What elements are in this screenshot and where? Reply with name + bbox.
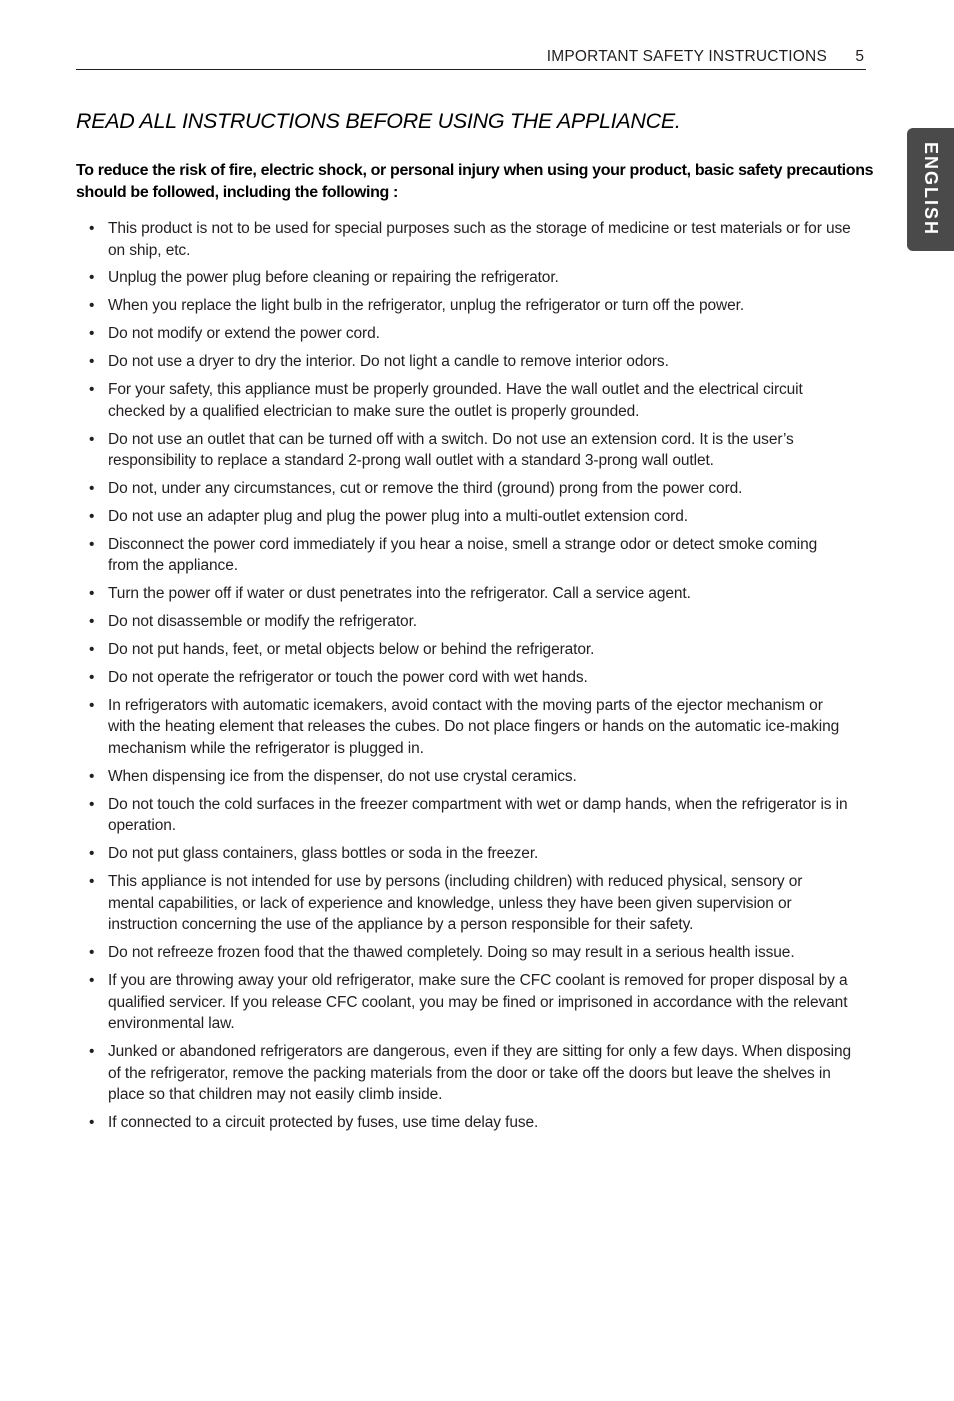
bullet-icon: • (89, 325, 95, 343)
section-title: IMPORTANT SAFETY INSTRUCTIONS (546, 48, 827, 65)
list-item-text: For your safety, this appliance must be properly grounded. Have the wall outlet and the electrical circuit checked by a qualified electrician to make sure the outlet is properly grounded. (108, 381, 803, 420)
list-item (89, 611, 851, 633)
bullet-icon: • (89, 696, 95, 714)
bullet-icon: • (89, 641, 95, 659)
bullet-icon: • (89, 668, 95, 686)
list-item (89, 351, 851, 373)
list-item (89, 429, 851, 472)
list-item-text: Do not disassemble or modify the refrigerator. (108, 613, 417, 631)
list-item (89, 506, 851, 528)
bullet-icon: • (89, 767, 95, 785)
bullet-icon: • (89, 353, 95, 371)
bullet-icon: • (89, 220, 95, 237)
list-item (89, 295, 851, 317)
bullet-icon: • (89, 1114, 95, 1132)
list-item-text: If you are throwing away your old refrigerator, make sure the CFC coolant is removed for proper disposal by a qualified servicer. If you release CFC coolant, you may be fined or imprisoned in accordance with the relevant environmental law. (108, 972, 848, 1033)
bullet-icon: • (89, 1043, 95, 1061)
list-item (89, 267, 851, 289)
bullet-icon: • (89, 845, 95, 863)
list-item-text: When you replace the light bulb in the refrigerator, unplug the refrigerator or turn off the power. (108, 297, 745, 315)
list-item-text: Junked or abandoned refrigerators are dangerous, even if they are sitting for only a few days. When disposing of the refrigerator, remove the packing materials from the door or take off the doors but leave the shelves in place so that children may not easily climb inside. (108, 1043, 852, 1104)
list-item-text: When dispensing ice from the dispenser, do not use crystal ceramics. (108, 767, 577, 785)
list-item-text: Do not touch the cold surfaces in the freezer compartment with wet or damp hands, when the refrigerator is in operation. (108, 795, 848, 835)
list-item-text: This appliance is not intended for use by persons (including children) with reduced physical, sensory or mental capabilities, or lack of experience and knowledge, unless they have been given supervision or instruction concerning the use of the appliance by a person responsible for their safety. (108, 873, 803, 934)
list-item (89, 323, 851, 345)
bullet-icon: • (89, 269, 95, 287)
page-number: 5 (855, 48, 864, 65)
list-item-text: Do not put hands, feet, or metal objects below or behind the refrigerator. (108, 641, 595, 659)
list-item-text: Do not use an adapter plug and plug the power plug into a multi-outlet extension cord. (108, 507, 688, 525)
list-item (89, 970, 851, 1035)
list-item (89, 1041, 851, 1106)
list-item-text: Do not, under any circumstances, cut or remove the third (ground) prong from the power cord. (108, 480, 743, 498)
list-item-text: Do not use a dryer to dry the interior. Do not light a candle to remove interior odors. (108, 353, 669, 371)
list-item (89, 534, 851, 577)
list-item-text: Turn the power off if water or dust penetrates into the refrigerator. Call a service agent. (108, 585, 691, 603)
bullet-icon: • (89, 795, 95, 813)
list-item (89, 218, 851, 261)
list-item-text: Do not put glass containers, glass bottles or soda in the freezer. (108, 845, 539, 863)
intro-paragraph: To reduce the risk of fire, electric shock, or personal injury when using your product, basic safety precautions should be followed, including the following : (76, 162, 874, 201)
list-item (89, 1112, 851, 1134)
list-item-text: This product is not to be used for special purposes such as the storage of medicine or test materials or for use on ship, etc. (108, 220, 851, 259)
list-item (89, 794, 851, 837)
list-item (89, 583, 851, 605)
list-item (89, 942, 851, 964)
page-header (76, 48, 866, 70)
bullet-icon: • (89, 297, 95, 315)
list-item (89, 639, 851, 661)
list-item (89, 843, 851, 865)
list-item-text: Do not refreeze frozen food that the thawed completely. Doing so may result in a serious health issue. (108, 944, 795, 962)
bullet-icon: • (89, 430, 95, 448)
bullet-icon: • (89, 535, 95, 553)
bullet-icon: • (89, 613, 95, 631)
list-item-text: If connected to a circuit protected by fuses, use time delay fuse. (108, 1114, 539, 1132)
list-item-text: In refrigerators with automatic icemakers, avoid contact with the moving parts of the ejector mechanism or with the heating element that releases the cubes. Do not place fingers or hands on the automatic ice-making mechanism while the refrigerator is plugged in. (108, 696, 840, 758)
bullet-icon: • (89, 585, 95, 603)
list-item-text: Unplug the power plug before cleaning or repairing the refrigerator. (108, 269, 559, 287)
language-label: ENGLISH (921, 142, 941, 237)
bullet-icon: • (89, 873, 95, 891)
bullet-icon: • (89, 381, 95, 399)
safety-instructions-list (89, 218, 851, 1140)
list-item (89, 667, 851, 689)
list-item (89, 695, 851, 760)
list-item (89, 766, 851, 788)
main-heading: READ ALL INSTRUCTIONS BEFORE USING THE APPLIANCE. (76, 109, 681, 133)
language-tab (907, 128, 954, 251)
list-item (89, 478, 851, 500)
list-item-text: Do not modify or extend the power cord. (108, 325, 380, 343)
bullet-icon: • (89, 507, 95, 525)
list-item-text: Do not use an outlet that can be turned off with a switch. Do not use an extension cord. It is the user’s responsibility to replace a standard 2-prong wall outlet with a standard 3-prong wall outlet. (108, 430, 794, 470)
list-item (89, 871, 851, 936)
bullet-icon: • (89, 944, 95, 962)
list-item-text: Do not operate the refrigerator or touch the power cord with wet hands. (108, 668, 588, 686)
list-item (89, 379, 851, 422)
bullet-icon: • (89, 972, 95, 990)
list-item-text: Disconnect the power cord immediately if you hear a noise, smell a strange odor or detect smoke coming from the appliance. (108, 535, 818, 575)
bullet-icon: • (89, 480, 95, 498)
